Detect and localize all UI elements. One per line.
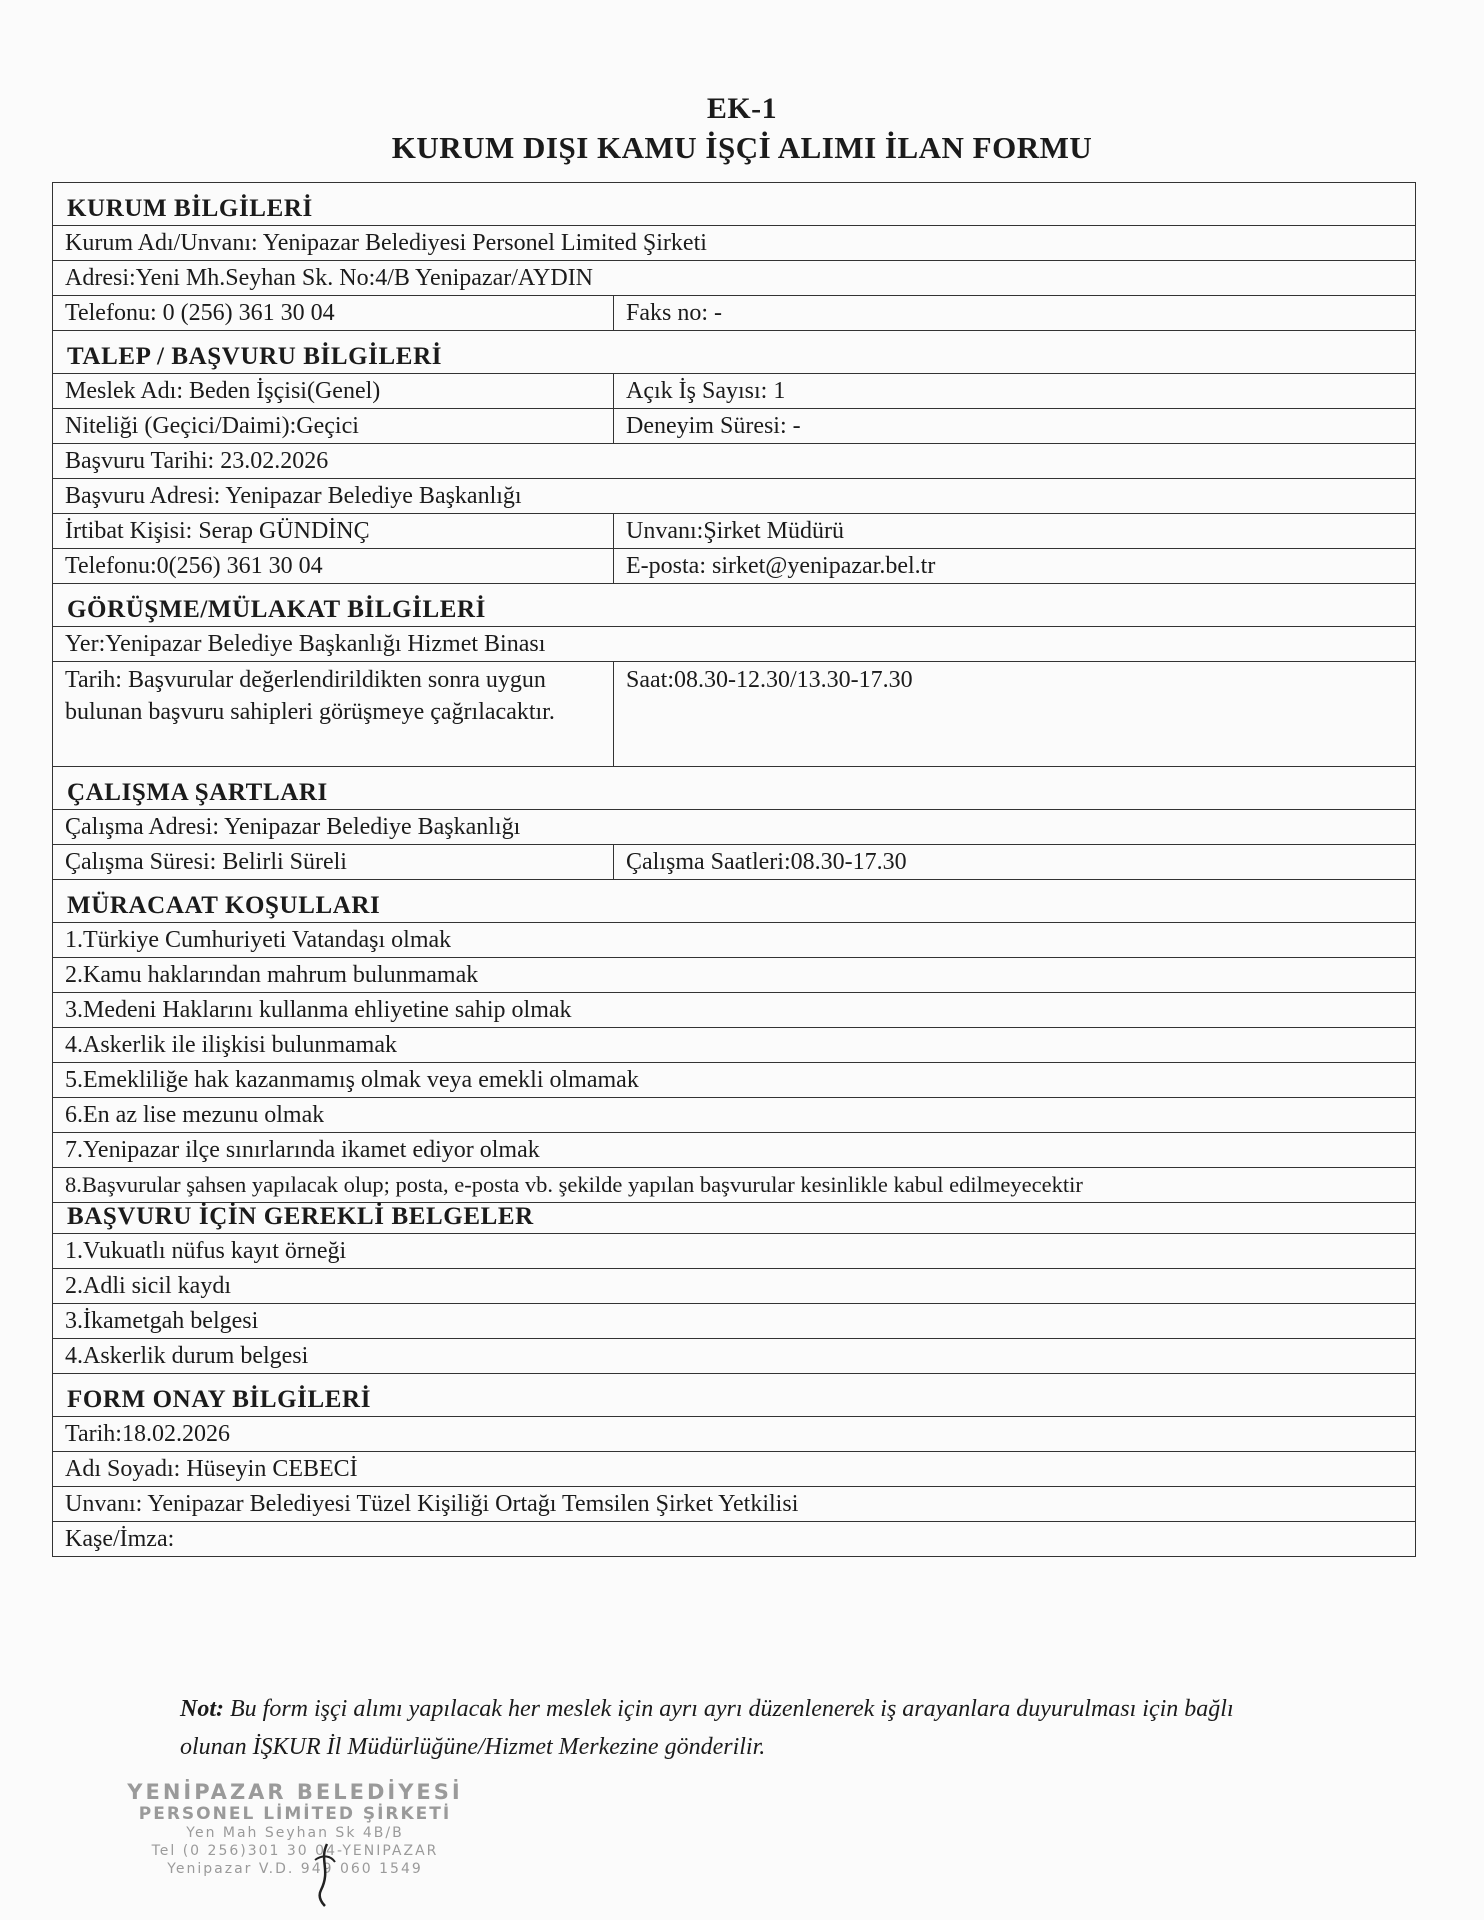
form-row [53,374,1415,409]
open-positions: Açık İş Sayısı: 1 [626,378,786,404]
job-title: Meslek Adı: Beden İşçisi(Genel) [53,374,614,408]
form-row [53,479,1415,514]
section-gorusme [53,584,1415,627]
list-item [53,1269,1415,1304]
form-row [53,627,1415,662]
section-heading: TALEP / BAŞVURU BİLGİLERİ [67,343,443,370]
condition-item: 3.Medeni Haklarını kullanma ehliyetine sahip olmak [65,997,572,1023]
institution-name: Kurum Adı/Unvanı: Yenipazar Belediyesi Personel Limited Şirketi [65,230,707,256]
experience: Deneyim Süresi: - [626,413,801,439]
stamp-line: Tel (0 256)301 30 04-YENIPAZAR [151,1843,439,1859]
list-item [53,993,1415,1028]
condition-item: 8.Başvurular şahsen yapılacak olup; posta, e-posta vb. şekilde yapılan başvurular kesinlikle kabul edilmeyecektir [65,1172,1083,1197]
stamp-signature-field: Kaşe/İmza: [65,1526,175,1552]
application-address: Başvuru Adresi: Yenipazar Belediye Başkanlığı [65,483,522,509]
institution-fax: Faks no: - [626,300,722,326]
signature-mark [305,1840,345,1910]
document-item: 4.Askerlik durum belgesi [65,1343,309,1369]
section-heading: ÇALIŞMA ŞARTLARI [67,779,328,806]
section-heading: KURUM BİLGİLERİ [67,195,313,222]
note-text: Bu form işçi alımı yapılacak her meslek için ayrı ayrı düzenlenerek iş arayanlara duyurulması için bağlı olunan İŞKUR İl Müdürlüğüne/Hizmet Merkezine gönderilir. [180,1696,1234,1760]
section-heading: GÖRÜŞME/MÜLAKAT BİLGİLERİ [67,596,487,623]
list-item [53,1168,1415,1203]
list-item [53,1063,1415,1098]
list-item [53,923,1415,958]
stamp-line: YENİPAZAR BELEDİYESİ [127,1780,463,1804]
form-row [53,226,1415,261]
contact-title: Unvanı:Şirket Müdürü [626,518,844,544]
form-row [53,549,1415,584]
list-item [53,1133,1415,1168]
form-row [53,296,1415,331]
form-row [53,261,1415,296]
section-belgeler [53,1203,1415,1234]
application-date: Başvuru Tarihi: 23.02.2026 [65,448,329,474]
list-item [53,1339,1415,1374]
footnote [180,1690,1280,1766]
annex-label: EK-1 [706,92,778,125]
section-calisma [53,767,1415,810]
contact-phone: Telefonu:0(256) 361 30 04 [53,549,614,583]
form-row [53,409,1415,444]
approver-name: Adı Soyadı: Hüseyin CEBECİ [65,1456,358,1482]
document-item: 1.Vukuatlı nüfus kayıt örneği [65,1238,347,1264]
note-label: Not: [180,1696,224,1722]
section-heading: MÜRACAAT KOŞULLARI [67,892,381,919]
institution-phone: Telefonu: 0 (256) 361 30 04 [53,296,614,330]
interview-place: Yer:Yenipazar Belediye Başkanlığı Hizmet Binası [65,631,546,657]
company-stamp [125,1780,465,1878]
condition-item: 7.Yenipazar ilçe sınırlarında ikamet ediyor olmak [65,1137,540,1163]
list-item [53,958,1415,993]
interview-time: Saat:08.30-12.30/13.30-17.30 [626,667,913,693]
condition-item: 5.Emekliliğe hak kazanmamış olmak veya emekli olmamak [65,1067,639,1093]
list-item [53,1304,1415,1339]
document-item: 2.Adli sicil kaydı [65,1273,231,1299]
condition-item: 1.Türkiye Cumhuriyeti Vatandaşı olmak [65,927,452,953]
contact-email: E-posta: sirket@yenipazar.bel.tr [626,553,936,579]
stamp-line: Yenipazar V.D. 949 060 1549 [167,1861,423,1877]
announcement-form [52,182,1416,1557]
condition-item: 4.Askerlik ile ilişkisi bulunmamak [65,1032,397,1058]
work-address: Çalışma Adresi: Yenipazar Belediye Başkanlığı [65,814,521,840]
list-item [53,1028,1415,1063]
work-hours: Çalışma Saatleri:08.30-17.30 [626,849,907,875]
condition-item: 2.Kamu haklarından mahrum bulunmamak [65,962,479,988]
form-row [53,1487,1415,1522]
approval-date: Tarih:18.02.2026 [65,1421,230,1447]
form-row [53,1417,1415,1452]
institution-address: Adresi:Yeni Mh.Seyhan Sk. No:4/B Yenipazar/AYDIN [65,265,594,291]
stamp-line: PERSONEL LİMİTED ŞİRKETİ [138,1804,452,1824]
page-title: KURUM DIŞI KAMU İŞÇİ ALIMI İLAN FORMU [391,130,1093,165]
section-heading: FORM ONAY BİLGİLERİ [67,1386,372,1413]
stamp-line: Yen Mah Seyhan Sk 4B/B [186,1825,404,1841]
list-item [53,1098,1415,1133]
form-row [53,662,1415,767]
form-row [53,514,1415,549]
list-item [53,1234,1415,1269]
form-row [53,1522,1415,1556]
work-duration: Çalışma Süresi: Belirli Süreli [53,845,614,879]
form-row [53,845,1415,880]
section-kurum [53,183,1415,226]
approver-title: Unvanı: Yenipazar Belediyesi Tüzel Kişiliği Ortağı Temsilen Şirket Yetkilisi [65,1491,799,1517]
section-muracaat [53,880,1415,923]
condition-item: 6.En az lise mezunu olmak [65,1102,325,1128]
form-row [53,810,1415,845]
contact-person: İrtibat Kişisi: Serap GÜNDİNÇ [53,514,614,548]
interview-date: Tarih: Başvurular değerlendirildikten sonra uygun bulunan başvuru sahipleri görüşmeye çağrılacaktır. [53,662,614,766]
section-heading: BAŞVURU İÇİN GEREKLİ BELGELER [67,1203,534,1230]
section-onay [53,1374,1415,1417]
form-row [53,444,1415,479]
document-item: 3.İkametgah belgesi [65,1308,259,1334]
form-row [53,1452,1415,1487]
section-talep [53,331,1415,374]
job-nature: Niteliği (Geçici/Daimi):Geçici [53,409,614,443]
